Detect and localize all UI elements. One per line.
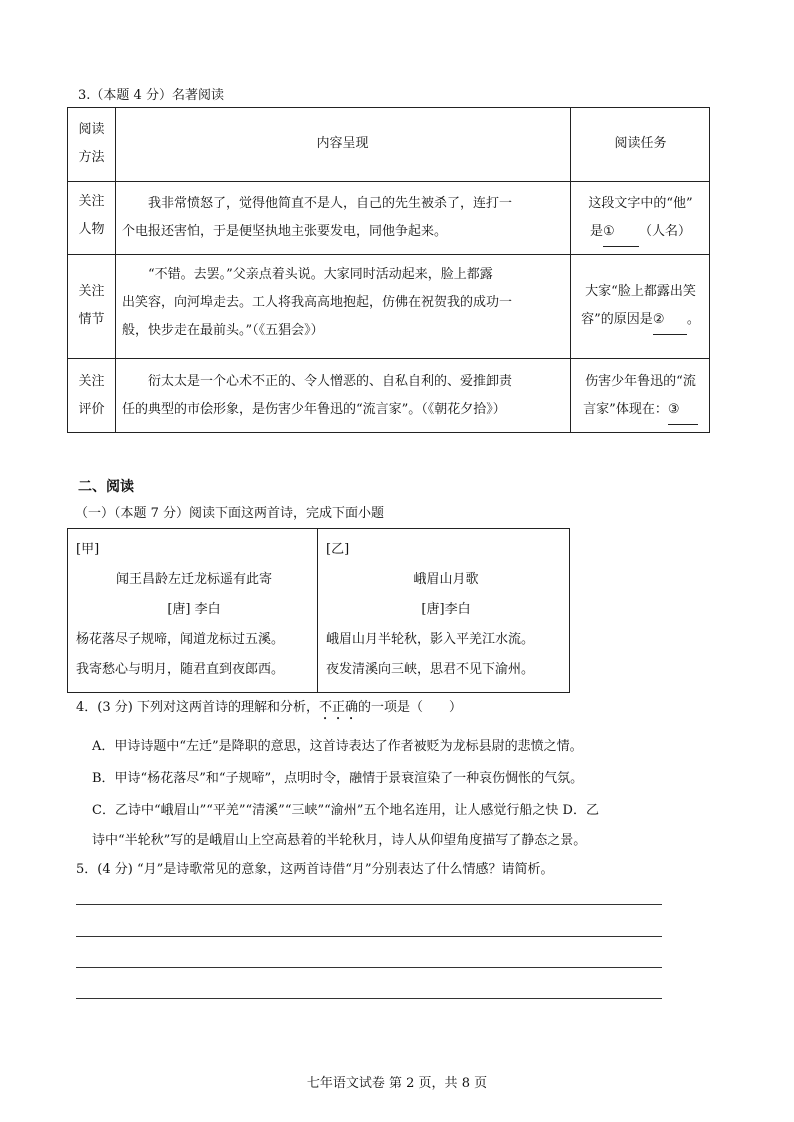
row-1-method: 关注 人物 [78,194,105,237]
row-3-content: 衍太太是一个心术不正的、令人憎恶的、自私自利的、爱推卸责 任的典型的市侩形象，是伤害少年鲁迅的“流言家”。（《朝花夕拾》） [122,374,513,417]
row-3-method: 关注 评价 [78,374,105,417]
option-c[interactable]: C．乙诗中“峨眉山”“平羌”“清溪”“三峡”“渝州”五个地名连用，让人感觉行船之快 D．乙 [92,803,599,818]
row-3-task: 伤害少年鲁迅的“流 言家”体现在：③ [570,368,711,425]
poem-yi-tag: [乙] [326,542,350,557]
answer-line[interactable] [76,904,662,905]
option-b[interactable]: B．甲诗“杨花落尽”和“子规啼”，点明时令，融情于景衰渲染了一种哀伤惆怅的气氛。 [92,771,584,786]
row-2-method: 关注 情节 [78,284,105,327]
row-1-content: 我非常愤怒了，觉得他简直不是人，自己的先生被杀了，连打一 个电报还害怕，于是便坚执地主张要发电，同他争起来。 [122,196,513,239]
row-2-content: “不错。去罢。”父亲点着头说。大家同时活动起来，脸上都露 出笑容，向河埠走去。工人将我高高地抱起，仿佛在祝贺我的成功一 般，快步走在最前头。”（《五猖会》） [122,267,513,338]
poem-yi [326,535,566,685]
answer-line[interactable] [76,998,662,999]
section-2-subtitle: （一）（本题 7 分）阅读下面这两首诗，完成下面小题 [75,506,385,521]
poems-table [67,528,570,693]
poem-yi-author: [唐]李白 [421,602,471,617]
option-a[interactable]: A．甲诗诗题中“左迁”是降职的意思，这首诗表达了作者被贬为龙标县尉的悲愤之情。 [92,739,583,754]
poem-jia-line: 杨花落尽子规啼，闻道龙标过五溪。 [76,632,285,647]
reading-method-table [67,107,710,433]
answer-line[interactable] [76,936,662,937]
poem-yi-line: 夜发清溪向三峡，思君不见下渝州。 [326,662,535,677]
header-content: 内容呈现 [316,136,369,151]
option-d[interactable]: 诗中“半轮秋”写的是峨眉山上空高悬着的半轮秋月，诗人从仰望角度描写了静态之景。 [92,833,587,848]
question-3-title: 3.（本题 4 分）名著阅读 [78,88,224,103]
row-1-task: 这段文字中的“他” 是① （人名） [570,190,711,247]
poem-yi-line: 峨眉山月半轮秋，影入平羌江水流。 [326,632,535,647]
section-2-title: 二、阅读 [78,479,134,495]
answer-blank-3[interactable]: ③ [668,396,698,425]
poem-jia-line: 我寄愁心与明月，随君直到夜郎西。 [76,662,285,677]
poem-yi-title: 峨眉山月歌 [413,572,479,587]
header-method: 阅读 方法 [78,122,105,165]
answer-blank-1[interactable]: ① [603,218,639,247]
poem-jia-title: 闻王昌龄左迁龙标遥有此寄 [115,572,272,587]
question-5-stem: 5．(4 分) “月”是诗歌常见的意象，这两首诗借“月”分别表达了什么情感？请简析。 [76,862,554,877]
poem-jia [76,535,312,685]
poem-jia-author: [唐] 李白 [167,602,221,617]
answer-blank-2[interactable]: ② [653,306,687,335]
poem-jia-tag: [甲] [76,542,100,557]
question-4-stem: 4．(3 分) 下列对这两首诗的理解和分析，不正确的一项是（ ） [76,700,462,715]
header-task: 阅读任务 [614,136,667,151]
emphasis-text: 不正确 [318,700,358,715]
row-2-task: 大家“脸上都露出笑 容”的原因是② 。 [570,278,711,335]
page-footer: 七年语文试卷 第 2 页，共 8 页 [306,1076,488,1091]
answer-line[interactable] [76,967,662,968]
